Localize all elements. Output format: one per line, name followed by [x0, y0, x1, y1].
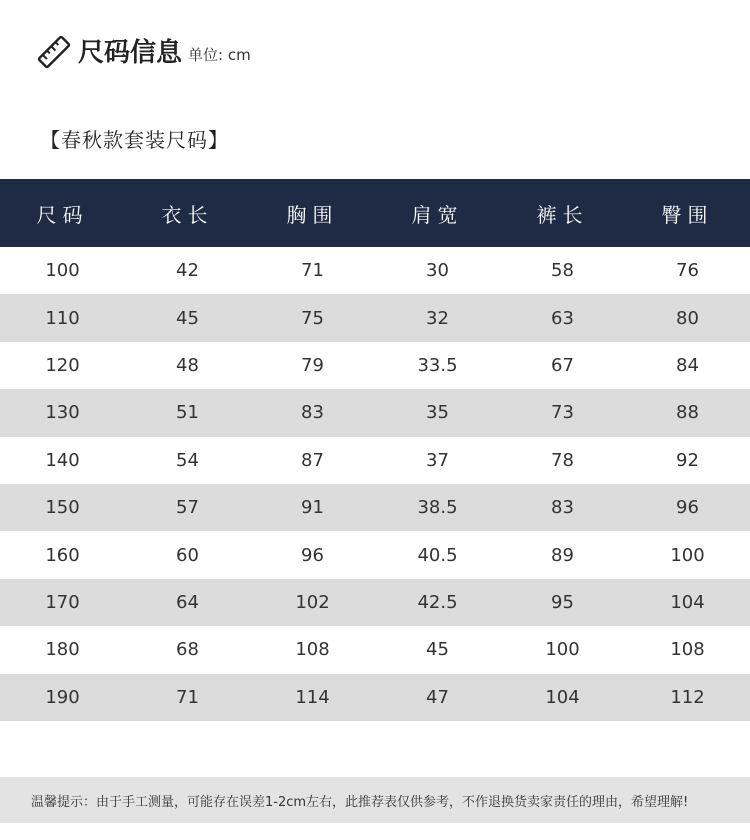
table-row: [0, 389, 750, 436]
table-cell: 100: [0, 247, 125, 294]
table-cell: 102: [250, 579, 375, 626]
table-cell: 190: [0, 674, 125, 721]
table-cell: 83: [500, 484, 625, 531]
table-cell: 104: [625, 579, 750, 626]
table-cell: 100: [500, 626, 625, 673]
column-header: 胸围: [250, 179, 375, 247]
column-header: 臀围: [625, 179, 750, 247]
table-cell: 45: [125, 294, 250, 341]
table-row: [0, 674, 750, 721]
table-cell: 92: [625, 437, 750, 484]
table-row: [0, 626, 750, 673]
table-cell: 78: [500, 437, 625, 484]
table-row: [0, 247, 750, 294]
table-cell: 88: [625, 389, 750, 436]
table-cell: 57: [125, 484, 250, 531]
table-cell: 140: [0, 437, 125, 484]
table-cell: 104: [500, 674, 625, 721]
table-cell: 84: [625, 342, 750, 389]
table-cell: 71: [250, 247, 375, 294]
table-cell: 100: [625, 531, 750, 578]
table-row: [0, 437, 750, 484]
table-cell: 42.5: [375, 579, 500, 626]
table-cell: 73: [500, 389, 625, 436]
table-row: [0, 484, 750, 531]
table-cell: 48: [125, 342, 250, 389]
table-cell: 130: [0, 389, 125, 436]
section-header: [36, 30, 251, 70]
table-cell: 33.5: [375, 342, 500, 389]
table-cell: 32: [375, 294, 500, 341]
page-title: 尺码信息: [78, 38, 183, 68]
table-cell: 87: [250, 437, 375, 484]
table-header-row: [0, 179, 750, 247]
table-cell: 89: [500, 531, 625, 578]
table-cell: 96: [250, 531, 375, 578]
column-header: 衣长: [125, 179, 250, 247]
table-cell: 170: [0, 579, 125, 626]
table-cell: 76: [625, 247, 750, 294]
table-cell: 95: [500, 579, 625, 626]
table-cell: 30: [375, 247, 500, 294]
table-cell: 68: [125, 626, 250, 673]
column-header: 尺码: [0, 179, 125, 247]
table-cell: 83: [250, 389, 375, 436]
table-subtitle: 【春秋款套装尺码】: [40, 128, 229, 152]
table-row: [0, 294, 750, 341]
table-cell: 42: [125, 247, 250, 294]
table-cell: 114: [250, 674, 375, 721]
table-cell: 63: [500, 294, 625, 341]
table-cell: 180: [0, 626, 125, 673]
table-cell: 160: [0, 531, 125, 578]
table-cell: 58: [500, 247, 625, 294]
column-header: 裤长: [500, 179, 625, 247]
unit-label: 单位: cm: [188, 46, 251, 64]
table-cell: 91: [250, 484, 375, 531]
table-cell: 64: [125, 579, 250, 626]
table-row: [0, 531, 750, 578]
size-table: [0, 179, 750, 721]
table-cell: 110: [0, 294, 125, 341]
table-cell: 71: [125, 674, 250, 721]
table-cell: 108: [625, 626, 750, 673]
table-cell: 35: [375, 389, 500, 436]
column-header: 肩宽: [375, 179, 500, 247]
table-cell: 40.5: [375, 531, 500, 578]
table-cell: 45: [375, 626, 500, 673]
table-cell: 54: [125, 437, 250, 484]
table-cell: 96: [625, 484, 750, 531]
table-cell: 75: [250, 294, 375, 341]
table-row: [0, 342, 750, 389]
table-cell: 150: [0, 484, 125, 531]
table-cell: 80: [625, 294, 750, 341]
table-cell: 38.5: [375, 484, 500, 531]
table-cell: 37: [375, 437, 500, 484]
table-cell: 60: [125, 531, 250, 578]
table-cell: 108: [250, 626, 375, 673]
table-cell: 51: [125, 389, 250, 436]
table-cell: 112: [625, 674, 750, 721]
measurement-note: 温馨提示：由于手工测量，可能存在误差1-2cm左右，此推荐表仅供参考，不作退换货卖家责任的理由，希望理解!: [0, 777, 750, 823]
table-row: [0, 579, 750, 626]
table-cell: 67: [500, 342, 625, 389]
table-body: [0, 247, 750, 721]
ruler-icon: [36, 34, 72, 70]
table-cell: 79: [250, 342, 375, 389]
table-cell: 47: [375, 674, 500, 721]
table-cell: 120: [0, 342, 125, 389]
